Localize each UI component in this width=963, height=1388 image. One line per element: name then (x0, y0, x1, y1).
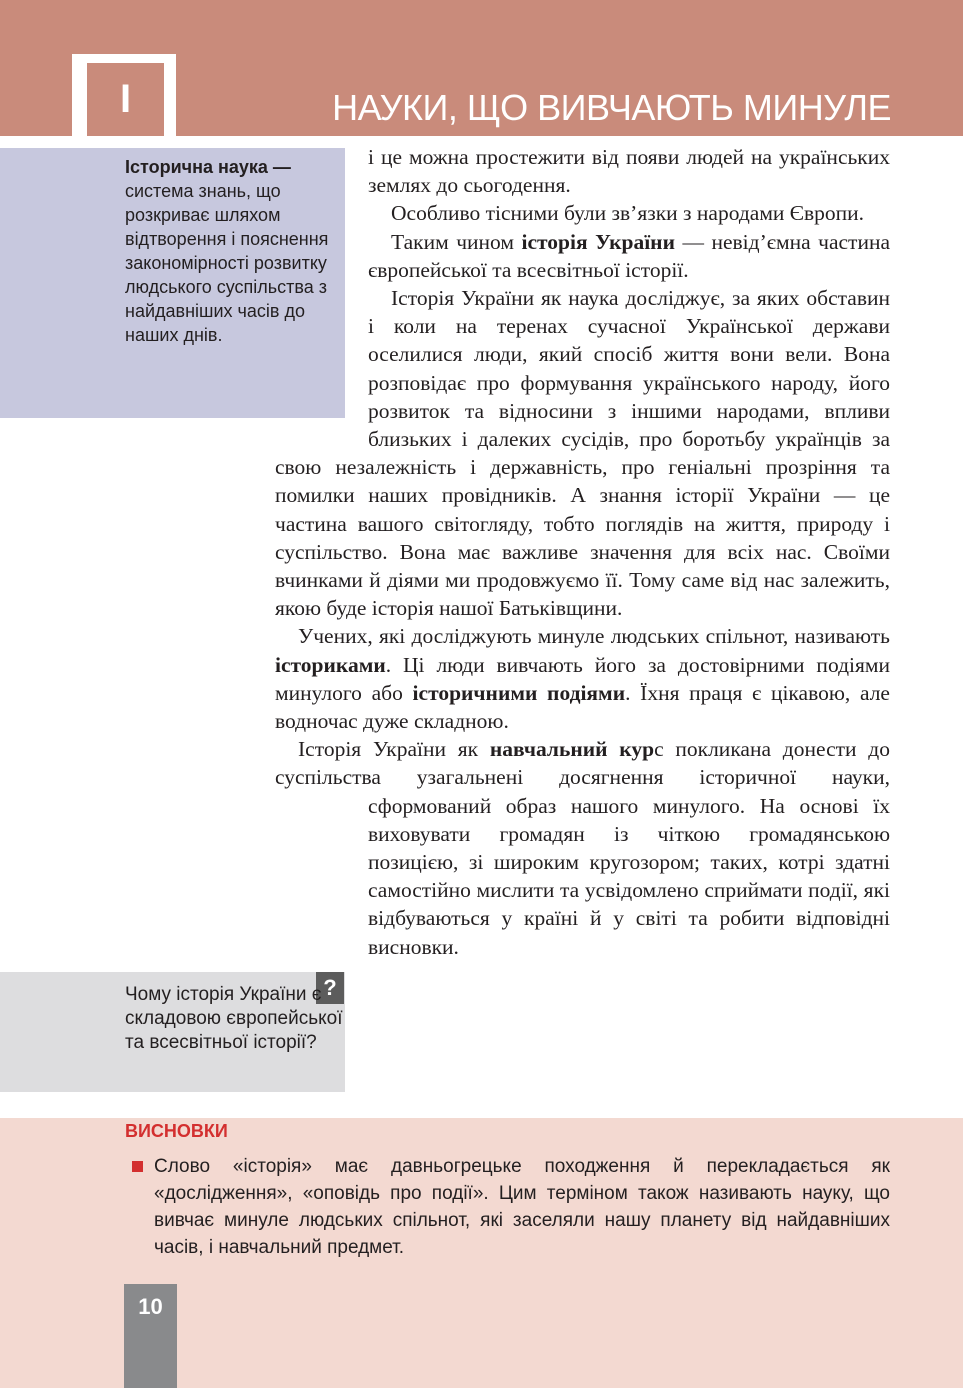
page-number: 10 (138, 1294, 163, 1319)
question-icon: ? (316, 972, 344, 1004)
paragraph: Історія України як навчальний курс покликана донести до суспільства узагальнені досягнення історичної науки, сформований образ нашого минулого. На основі їх виховувати громадян із чіткою громадянською позицією, зі широким кругозором; таких, котрі здатні самостійно мислити та усвідомлено сприймати події, які відбуваються у країні й у світі та робити відповідні висновки. (275, 735, 890, 961)
bold-term: історичними подіями (412, 680, 626, 705)
question-text: Чому історія України є складовою європейської та всесвітньої історії? (125, 984, 343, 1053)
conclusion-item: Слово «історія» має давньогрецьке походження й перекладається як «дослідження», «оповідь про події». Цим терміном також називають науку, що вивчає минуле людських спільнот, які заселяли нашу планету від найдавніших часів, і навчальний предмет. (154, 1156, 890, 1258)
bold-term: навчальний кур (489, 737, 655, 762)
chapter-number: I (87, 63, 164, 136)
paragraph: Учених, які досліджують минуле людських спільнот, називають істориками. Ці люди вивчають його за достовірними подіями минулого або історичними подіями. Їхня праця є цікавою, але водночас дуже складною. (275, 624, 890, 734)
definition-body: система знань, що розкриває шляхом відтворення і пояснення закономірності розвитку людського суспільства з найдавніших часів до наших днів. (125, 181, 329, 345)
bold-term: історія України (521, 229, 675, 254)
paragraph: Історія України як наука досліджує, за яких обставин і коли на теренах сучасної Української держави оселилися люди, який спосіб життя вони вели. Вона розповідає про формування українського народу, його розвиток та відносини з іншими народами, впливи близьких і далеких сусідів, про боротьбу українців за свою незалежність і державність, про геніальні прозріння та помилки наших провідників. А знання історії України — це частина вашого світогляду, тобто поглядів на життя, природу і суспільство. Вона має важливе значення для всіх нас. Своїми вчинками й діями ми продовжуємо її. Тому саме від нас залежить, якою буде історія нашої Батьківщини. (275, 286, 890, 621)
paragraph: Таким чином історія України — невід’ємна частина європейської та всесвітньої історії. (368, 229, 890, 282)
bold-term: істориками (275, 652, 386, 677)
definition-term: Історична наука (125, 157, 268, 177)
paragraph: і це можна простежити від появи людей на українських землях до сьогодення. (368, 145, 890, 198)
last-paragraph-text: с покликана донести до суспільства узагальнені досягнення історичної науки, сформований образ нашого минулого. (275, 737, 890, 818)
paragraph-continuation: На основі їх виховувати громадян із чіткою громадянською позицією, зі широким кругозором; таких, котрі здатні самостійно мислити та усвідомлено сприймати події, які відбуваються у країні й у світі та робити відповідні висновки. (368, 793, 890, 959)
main-text (275, 143, 890, 1018)
chapter-title: НАУКИ, ЩО ВИВЧАЮТЬ МИНУЛЕ (332, 87, 891, 128)
conclusions-title: ВИСНОВКИ (125, 1121, 228, 1141)
bullet-icon (132, 1161, 143, 1172)
definition-dash: — (267, 157, 291, 177)
paragraph: Особливо тісними були зв’язки з народами Європи. (391, 201, 865, 226)
float-spacer (275, 143, 368, 436)
